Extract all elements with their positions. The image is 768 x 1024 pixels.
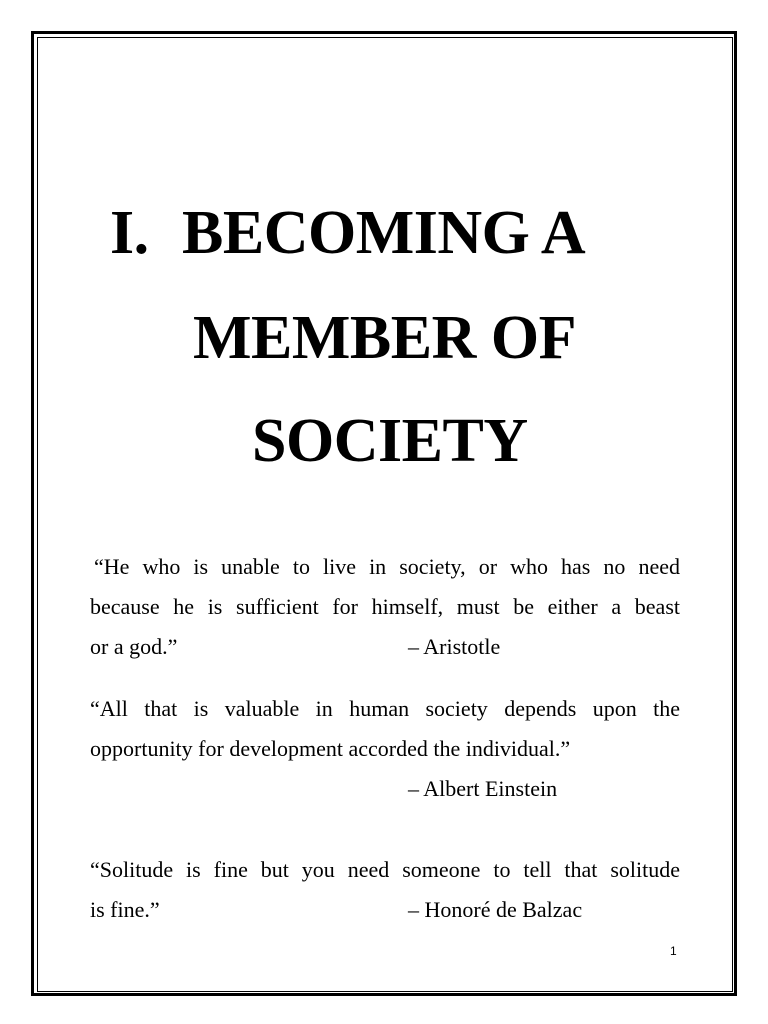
quote-line: because he is sufficient for himself, must be either a beast <box>90 594 680 619</box>
chapter-title-line-3: SOCIETY <box>252 407 528 475</box>
quote-einstein <box>90 689 680 809</box>
quote-author: – Aristotle <box>408 634 501 659</box>
chapter-number: I. <box>110 199 149 267</box>
quote-line: is fine.” <box>90 897 160 922</box>
quote-line: or a god.” <box>90 634 178 659</box>
chapter-title-line-1: BECOMING A <box>182 199 586 267</box>
quote-line: “All that is valuable in human society depends upon the <box>90 696 680 721</box>
quote-line: “He who is unable to live in society, or who has no need <box>94 554 680 579</box>
page-number: 1 <box>670 944 677 958</box>
quote-line: “Solitude is fine but you need someone to tell that solitude <box>90 857 680 882</box>
chapter-title-line-2: MEMBER OF <box>193 304 576 372</box>
page-border-inner <box>37 37 733 992</box>
quote-aristotle <box>90 547 680 667</box>
quote-line: opportunity for development accorded the individual.” <box>90 736 571 761</box>
quote-balzac <box>90 850 680 930</box>
quote-author: – Honoré de Balzac <box>408 897 583 922</box>
quote-author: – Albert Einstein <box>408 776 558 801</box>
